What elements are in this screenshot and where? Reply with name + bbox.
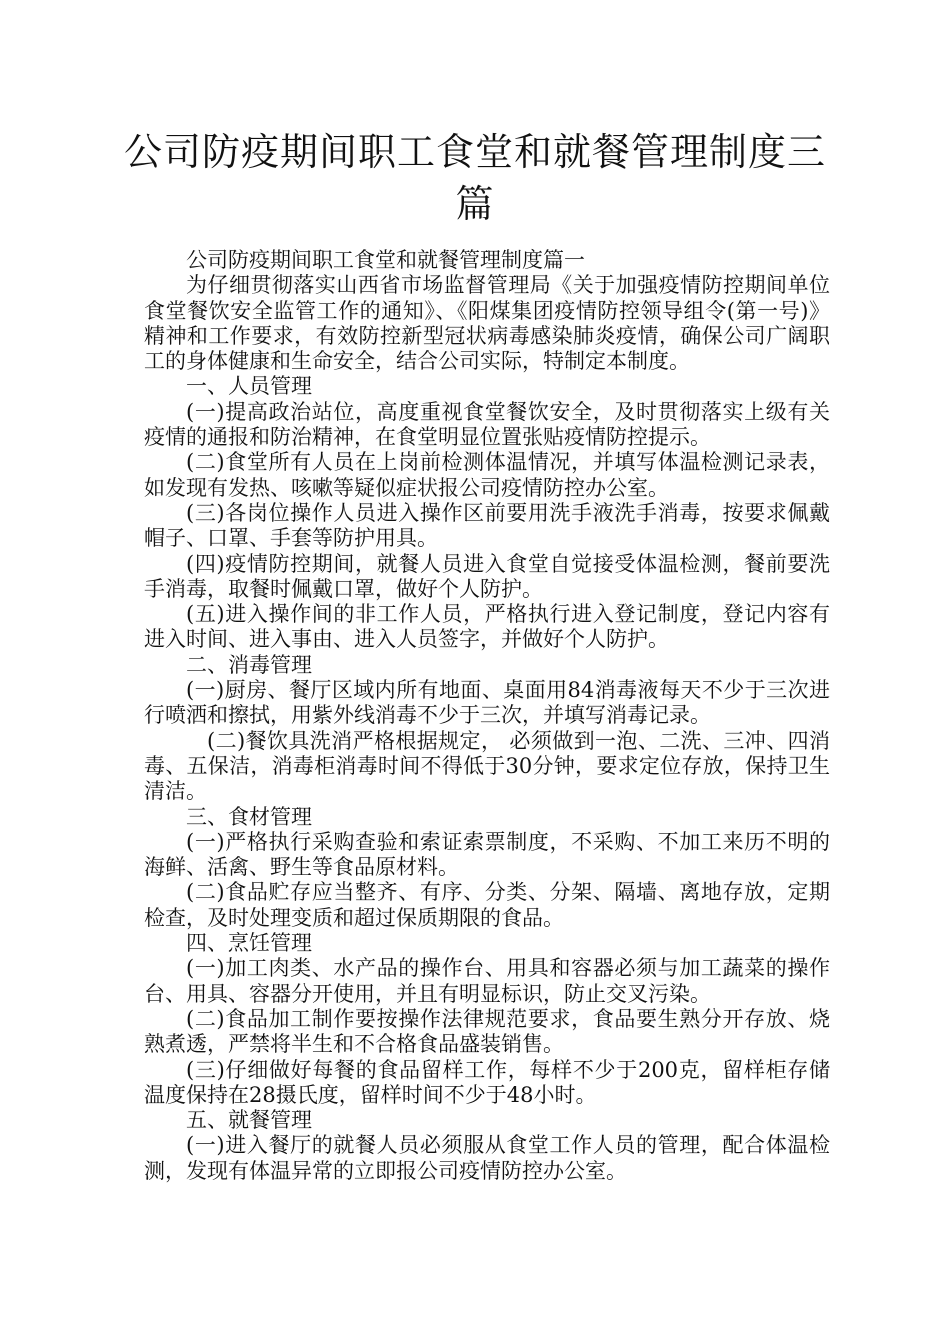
paragraph: (一)严格执行采购查验和索证索票制度，不采购、不加工来历不明的海鲜、活禽、野生等食品原材料。 (144, 829, 830, 880)
paragraph: (二)餐饮具洗消严格根据规定， 必须做到一泡、二洗、三冲、四消毒、五保洁，消毒柜消毒时间不得低于30分钟，要求定位存放，保持卫生清洁。 (144, 728, 830, 804)
title-line-1: 公司防疫期间职工食堂和就餐管理制度三 (123, 130, 826, 174)
paragraph: (二)食品贮存应当整齐、有序、分类、分架、隔墙、离地存放，定期检查，及时处理变质和超过保质期限的食品。 (144, 880, 830, 930)
paragraph: (五)进入操作间的非工作人员，严格执行进入登记制度，登记内容有进入时间、进入事由、进入人员签字，并做好个人防护。 (144, 602, 830, 652)
section-heading: 一、人员管理 (186, 374, 312, 399)
section-heading: 四、烹饪管理 (186, 931, 312, 956)
paragraph: (一)加工肉类、水产品的操作台、用具和容器必须与加工蔬菜的操作台、用具、容器分开使用，并且有明显标识，防止交叉污染。 (144, 956, 830, 1006)
paragraph: (二)食品加工制作要按操作法律规范要求，食品要生熟分开存放、烧熟煮透，严禁将半生和不合格食品盛装销售。 (144, 1006, 830, 1057)
document-title (120, 126, 830, 230)
section-heading: 三、食材管理 (186, 804, 312, 829)
document-body (144, 248, 830, 1184)
section-heading: 二、消毒管理 (186, 652, 312, 677)
paragraph: (二)食堂所有人员在上岗前检测体温情况，并填写体温检测记录表，如发现有发热、咳嗽等疑似症状报公司疫情防控办公室。 (144, 450, 830, 500)
paragraph: (一)进入餐厅的就餐人员必须服从食堂工作人员的管理，配合体温检测，发现有体温异常的立即报公司疫情防控办公室。 (144, 1133, 830, 1183)
section-heading: 五、就餐管理 (186, 1108, 312, 1133)
paragraph: (三)各岗位操作人员进入操作区前要用洗手液洗手消毒，按要求佩戴帽子、口罩、手套等防护用具。 (144, 500, 830, 551)
paragraph: (三)仔细做好每餐的食品留样工作，每样不少于200克，留样柜存储温度保持在28摄氏度，留样时间不少于48小时。 (144, 1057, 830, 1107)
section-heading: 公司防疫期间职工食堂和就餐管理制度篇一 (186, 248, 585, 272)
paragraph: (一)厨房、餐厅区域内所有地面、桌面用84消毒液每天不少于三次进行喷洒和擦拭，用紫外线消毒不少于三次，并填写消毒记录。 (144, 678, 830, 728)
paragraph: 为仔细贯彻落实山西省市场监督管理局《关于加强疫情防控期间单位食堂餐饮安全监管工作的通知》、《阳煤集团疫情防控领导组令(第一号)》精神和工作要求，有效防控新型冠状病毒感染肺炎疫情，确保公司广阔职工的身体健康和生命安全，结合公司实际，特制定本制度。 (144, 273, 830, 374)
paragraph: (四)疫情防控期间，就餐人员进入食堂自觉接受体温检测，餐前要洗手消毒，取餐时佩戴口罩，做好个人防护。 (144, 551, 830, 601)
title-line-2: 篇 (455, 182, 495, 226)
paragraph: (一)提高政治站位，高度重视食堂餐饮安全，及时贯彻落实上级有关疫情的通报和防治精神，在食堂明显位置张贴疫情防控提示。 (144, 399, 830, 450)
